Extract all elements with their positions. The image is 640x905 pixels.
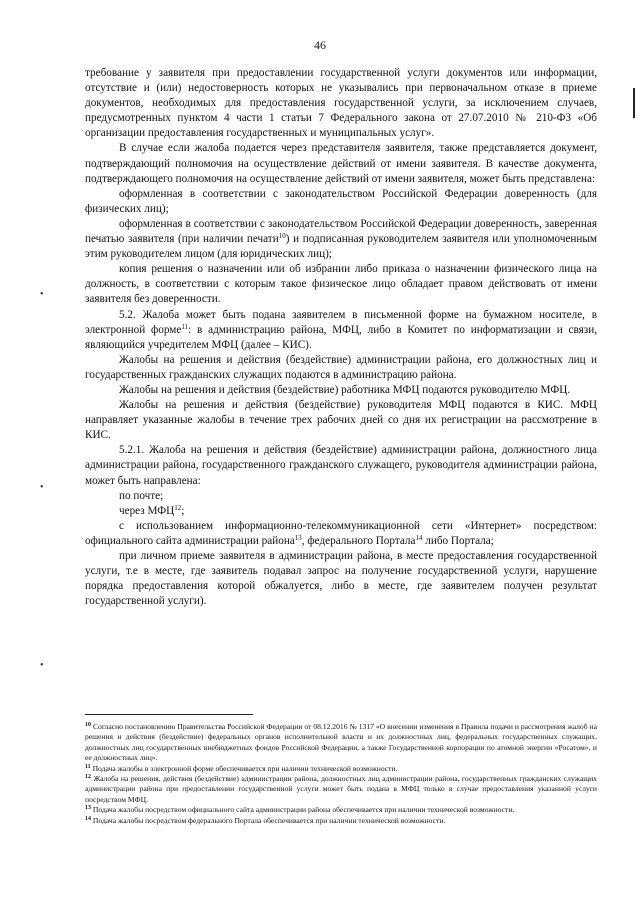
footnote-ref: 10	[278, 232, 286, 241]
paragraph-text: , федерального Портала	[301, 534, 416, 547]
footnote	[85, 722, 597, 764]
footnotes	[85, 722, 597, 826]
page-number: 46	[314, 38, 326, 52]
footnote	[85, 816, 597, 826]
paragraph: Жалобы на решения и действия (бездействие) администрации района, его должностных лиц и государственных гражданских служащих подаются в администрацию района.	[85, 353, 597, 381]
paragraph-text: через МФЦ	[119, 504, 175, 517]
paragraph: оформленная в соответствии с законодательством Российской Федерации доверенность (для физических лиц);	[85, 187, 597, 215]
paragraph	[85, 519, 597, 549]
footnote-divider	[85, 714, 253, 715]
paragraph-text: : в администрацию района, МФЦ, либо в Комитет по информатизации и связи, являющийся учредителем МФЦ (далее – КИС).	[85, 323, 598, 351]
document-body	[85, 66, 597, 609]
paragraph-text: ) и подписанная руководителем заявителя или уполномоченным этим руководителем лицом (для юридических лиц);	[85, 233, 597, 261]
paragraph	[85, 504, 597, 519]
footnote-number: 11	[85, 763, 91, 770]
footnote	[85, 805, 597, 815]
footnote-ref: 11	[181, 322, 189, 331]
footnote-text: Подача жалобы посредством официального сайта администрации района обеспечивается при наличии технической возможности.	[92, 805, 515, 815]
paragraph: Жалобы на решения и действия (бездействие) работника МФЦ подаются руководителю МФЦ.	[119, 383, 571, 396]
footnote-text: Подача жалобы посредством федерального Портала обеспечивается при наличии технической возможности.	[92, 815, 446, 825]
footnote-text: Согласно постановлению Правительства Российской Федерации от 08.12.2016 № 1317 «О внесении изменения в Правила подачи и рассмотрения жалоб на решения и действия (бездействие) федеральных органов исполнительной власти и их должностных лиц, федеральных государственных служащих, должностных лиц государственных внебюджетных фондов Российской Федерации, а также Государственной корпорации по атомной энергии «Росатом», и ее должностных лиц».	[85, 722, 597, 763]
paragraph: 5.2.1. Жалоба на решения и действия (бездействие) администрации района, должностного лица администрации района, государственного гражданского служащего, руководителя администрации района, может быть направлена:	[85, 444, 597, 487]
footnote-number: 12	[85, 774, 91, 781]
paragraph-text: либо Портала;	[422, 534, 494, 547]
scan-edge-mark	[633, 88, 635, 118]
scan-dot-mark: •	[40, 289, 44, 300]
paragraph-text: оформленная в соответствии с законодательством Российской Федерации доверенность, заверенная печатью заявителя (при наличии печати	[85, 217, 597, 246]
paragraph: при личном приеме заявителя в администрации района, в месте предоставления государственной услуги, т.е в месте, где заявитель подавал запрос на получение государственной услуги, нарушение порядка предоставления которой обжалуется, либо в месте, где заявителем получен результат государственной услуги).	[85, 550, 597, 608]
footnote-ref: 14	[415, 533, 423, 542]
paragraph	[85, 308, 597, 353]
paragraph: Жалобы на решения и действия (бездействие) руководителя МФЦ подаются в КИС. МФЦ направляет указанные жалобы в течение трех рабочих дней со дня их регистрации на рассмотрение в КИС.	[85, 399, 597, 442]
footnote-number: 13	[85, 805, 91, 812]
paragraph-text: с использованием информационно-телекоммуникационной сети «Интернет» посредством: официального сайта администрации района	[85, 519, 597, 547]
paragraph-text: 5.2. Жалоба может быть подана заявителем в письменной форме на бумажном носителе, в электронной форме	[85, 308, 597, 336]
footnote-text: Подача жалобы в электронной форме обеспечивается при наличии технической возможности.	[92, 763, 398, 773]
scan-dot-mark: •	[40, 482, 44, 493]
paragraph: по почте;	[119, 489, 164, 502]
footnote-number: 14	[85, 815, 91, 822]
paragraph: требование у заявителя при предоставлении государственной услуги документов или информации, отсутствие и (или) недостоверность которых не указывались при первоначальном отказе в приеме документов, необходимых для предоставления государственной услуги, за исключением случаев, предусмотренных пунктом 4 части 1 статьи 7 Федерального закона от 27.07.2010 № 210-ФЗ «Об организации предоставления государственных и муниципальных услуг».	[85, 67, 597, 140]
paragraph-text: ;	[181, 504, 185, 517]
footnote-text: Жалоба на решения, действия (бездействие) администрации района, должностных лиц администрации района, государственных гражданских служащих администрации района при предоставлении государственной услуги может быть подана в МФЦ только в случае предоставления указанной услуги посредством МФЦ.	[85, 774, 597, 804]
scan-dot-mark: •	[40, 660, 44, 671]
paragraph: В случае если жалоба подается через представителя заявителя, также представляется документ, подтверждающий полномочия на осуществление действий от имени заявителя. В качестве документа, подтверждающего полномочия на осуществление действий от имени заявителя, может быть представлена:	[85, 142, 597, 185]
footnote-number: 10	[85, 722, 91, 728]
footnote	[85, 764, 597, 774]
footnote-ref: 12	[174, 503, 182, 512]
paragraph: копия решения о назначении или об избрании либо приказа о назначении физического лица на должность, в соответствии с которым такое физическое лицо обладает правом действовать от имени заявителя без доверенности.	[85, 263, 597, 306]
footnote-ref: 13	[294, 533, 302, 542]
paragraph	[85, 217, 597, 262]
footnote	[85, 774, 597, 805]
